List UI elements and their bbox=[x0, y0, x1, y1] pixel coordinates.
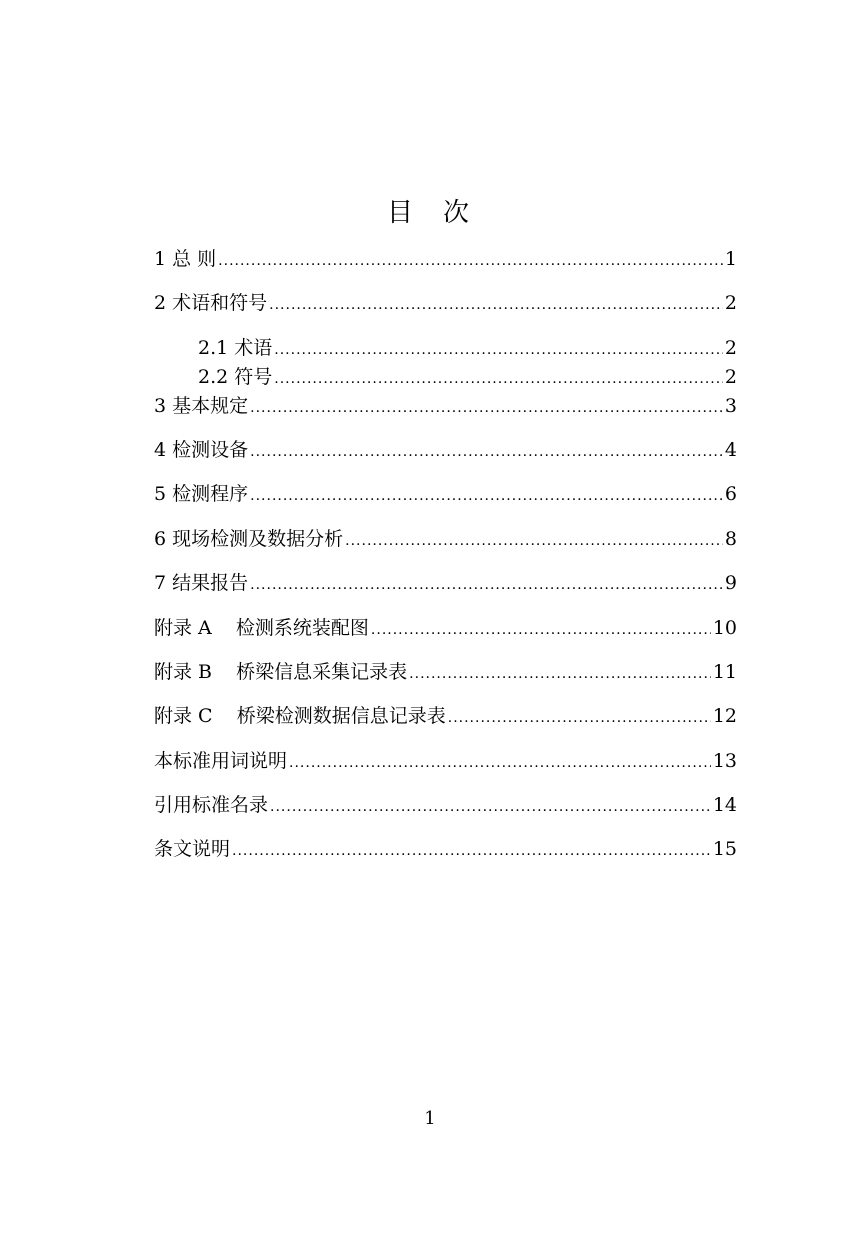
toc-entry-page: 2 bbox=[724, 337, 737, 359]
title-char-1: 目 bbox=[386, 198, 417, 228]
toc-entry-label: 6 现场检测及数据分析 bbox=[154, 528, 344, 550]
toc-entry-page: 15 bbox=[712, 838, 737, 860]
page-title bbox=[0, 192, 860, 229]
leader-dots bbox=[250, 439, 723, 465]
leader-dots bbox=[270, 794, 711, 820]
toc-entry-wording[interactable] bbox=[154, 748, 737, 776]
leader-dots bbox=[274, 337, 723, 363]
toc-entry-page: 12 bbox=[712, 705, 737, 727]
toc-entry-label: 附录 B 桥梁信息采集记录表 bbox=[154, 661, 408, 683]
toc-entry-terms[interactable] bbox=[198, 335, 737, 363]
toc-entry-label: 附录 C 桥梁检测数据信息记录表 bbox=[154, 705, 446, 727]
toc-entry-page: 6 bbox=[724, 483, 737, 505]
toc-entry-label: 5 检测程序 bbox=[154, 483, 249, 505]
toc-entry-label: 2.2 符号 bbox=[198, 366, 273, 388]
toc-entry-basic-rules[interactable] bbox=[154, 393, 737, 421]
toc-entry-page: 2 bbox=[724, 292, 737, 314]
toc-entry-label: 条文说明 bbox=[154, 838, 231, 860]
toc-entry-terms-symbols[interactable] bbox=[154, 290, 737, 318]
leader-dots bbox=[218, 248, 723, 274]
toc-entry-page: 4 bbox=[724, 439, 737, 461]
toc-entry-page: 10 bbox=[712, 617, 737, 639]
toc-entry-page: 9 bbox=[724, 572, 737, 594]
toc-entry-page: 8 bbox=[724, 528, 737, 550]
leader-dots bbox=[232, 838, 711, 864]
leader-dots bbox=[250, 572, 723, 598]
leader-dots bbox=[448, 705, 711, 731]
toc-entry-label: 2 术语和符号 bbox=[154, 292, 268, 314]
leader-dots bbox=[250, 395, 723, 421]
toc-entry-label: 2.1 术语 bbox=[198, 337, 273, 359]
toc-entry-label: 本标准用词说明 bbox=[154, 750, 288, 772]
leader-dots bbox=[269, 292, 723, 318]
leader-dots bbox=[250, 483, 723, 509]
toc-entry-page: 3 bbox=[724, 395, 737, 417]
toc-entry-label: 3 基本规定 bbox=[154, 395, 249, 417]
toc-entry-appendix-c[interactable] bbox=[154, 703, 737, 731]
toc-entry-explanation[interactable] bbox=[154, 836, 737, 864]
leader-dots bbox=[274, 366, 723, 392]
toc-entry-report[interactable] bbox=[154, 570, 737, 598]
toc-entry-equipment[interactable] bbox=[154, 437, 737, 465]
toc-entry-page: 1 bbox=[724, 248, 737, 270]
toc-entry-label: 7 结果报告 bbox=[154, 572, 249, 594]
toc-entry-page: 11 bbox=[712, 661, 737, 683]
toc-entry-references[interactable] bbox=[154, 792, 737, 820]
footer-page-number: 1 bbox=[424, 1108, 436, 1129]
toc-entry-procedure[interactable] bbox=[154, 481, 737, 509]
toc-entry-page: 14 bbox=[712, 794, 737, 816]
leader-dots bbox=[289, 750, 711, 776]
toc-entry-general[interactable] bbox=[154, 246, 737, 274]
toc-entry-field-testing[interactable] bbox=[154, 526, 737, 554]
toc-entry-appendix-b[interactable] bbox=[154, 659, 737, 687]
toc-entry-page: 2 bbox=[724, 366, 737, 388]
leader-dots bbox=[345, 528, 723, 554]
toc-entry-label: 1 总 则 bbox=[154, 248, 217, 270]
toc-entry-label: 附录 A 检测系统装配图 bbox=[154, 617, 369, 639]
toc-entry-label: 引用标准名录 bbox=[154, 794, 269, 816]
leader-dots bbox=[409, 661, 711, 687]
toc-entry-page: 13 bbox=[712, 750, 737, 772]
toc-entry-label: 4 检测设备 bbox=[154, 439, 249, 461]
toc-entry-appendix-a[interactable] bbox=[154, 615, 737, 643]
title-char-2: 次 bbox=[443, 198, 474, 228]
leader-dots bbox=[371, 617, 711, 643]
toc-entry-symbols[interactable] bbox=[198, 364, 737, 392]
